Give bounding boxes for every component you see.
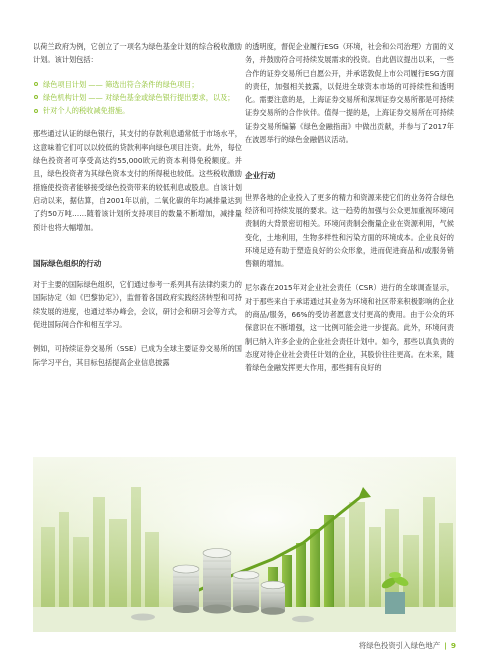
right-column xyxy=(245,40,454,386)
bullet-green-projects: 绿色项目计划 —— 筛选出符合条件的绿色项目； xyxy=(33,78,242,91)
page-number: 9 xyxy=(450,641,456,650)
coin-stacks-city-photo xyxy=(33,457,456,632)
footer-separator: | xyxy=(444,641,447,650)
csr-paragraph: 尼尔森在2015年对企业社会责任（CSR）进行的全球调查显示，对于那些来自于承诺通过其业务为环境和社区带来积极影响的企业的商品/服务，66%的受访者愿意支付更高的费用。由于公众的环保意识在不断增强，这一比例可能会进一步提高。此外，环境问责制已纳入许多企业的企业社会责任计划中。如今，那些以真负责的态度对待企业社会责任计划的企业，其股价往往更高。在未来，随着绿色金融发挥更大作用，那些拥有良好的 xyxy=(245,283,454,373)
left-column xyxy=(33,40,242,380)
bullet-personal-tax: 针对个人的税收减免措施。 xyxy=(33,104,242,117)
page-footer xyxy=(359,640,456,651)
international-org-paragraph: 对于主要的国际绿色组织，它们通过参考一系列具有法律约束力的国际协定（如《巴黎协定》），监督着各国政府实践经济转型和可持续发展的进度，也通过举办峰会，会议，研讨会和研习会等方式，促进国际间合作和相互学习。 xyxy=(33,280,242,330)
scheme-bullet-list xyxy=(33,78,242,118)
green-bank-paragraph: 那些通过认证的绿色银行，其支付的存款利息通常低于市场水平，这意味着它们可以以较低的贷款利率向绿色项目注资。此外，每位绿色投资者可享受高达约55,000欧元的资本利得免税额度。并且，绿色投资者为其绿色资本支付的所得税也较低。这些税收激励措施使投资者能够接受绿色投资带来的较低利息或股息。自该计划启动以来，据估算，自2001年以前，二氧化碳的年均减排量达到了约50万吨……随着该计划所支持项目的数量不断增加，减排量预计也将大幅增加。 xyxy=(33,129,242,232)
section-heading-enterprise: 企业行动 xyxy=(245,171,276,181)
photo-illustration xyxy=(33,457,456,632)
sse-paragraph: 例如，可持续证券交易所（SSE）已成为全球主要证券交易所的国际学习平台，其目标包括提高企业信息披露 xyxy=(33,344,242,367)
footer-title: 将绿色投资引入绿色地产 xyxy=(358,641,441,650)
intro-paragraph: 以荷兰政府为例，它创立了一项名为绿色基金计划的综合税收激励计划。该计划包括： xyxy=(33,42,242,65)
bullet-green-institutions: 绿色机构计划 —— 对绿色基金或绿色银行提出要求，以及； xyxy=(33,91,242,104)
section-heading-international: 国际绿色组织的行动 xyxy=(33,258,102,268)
enterprise-paragraph: 世界各地的企业投入了更多的精力和资源来使它们的业务符合绿色经济和可持续发展的要求。这一趋势的加强与公众更加重视环境问责制的大背景密切相关。环境问责制会衡量企业在资源利用，气候变化，土地利用，生物多样性和污染方面的环境成本。企业良好的环境足迹有助于塑造良好的公众形象，进而促进商品和/或服务销售额的增加。 xyxy=(245,192,454,269)
esg-paragraph: 的透明度，督促企业履行ESG（环境，社会和公司治理）方面的义务，并鼓励符合可持续发展需求的投资。自此倡议提出以来，一些合作的证券交易所已自愿公开，并承诺敦促上市公司履行ESG方面的责任，加强相关披露，以促进全球资本市场的可持续性和透明化。需要注意的是，上海证券交易所和深圳证券交易所都是可持续证券交易所的合作伙伴。值得一提的是，上海证券交易所在可持续证券交易所编纂《绿色金融指南》中做出贡献，并参与了2017年在波恩举行的绿色金融倡议活动。 xyxy=(245,42,454,145)
